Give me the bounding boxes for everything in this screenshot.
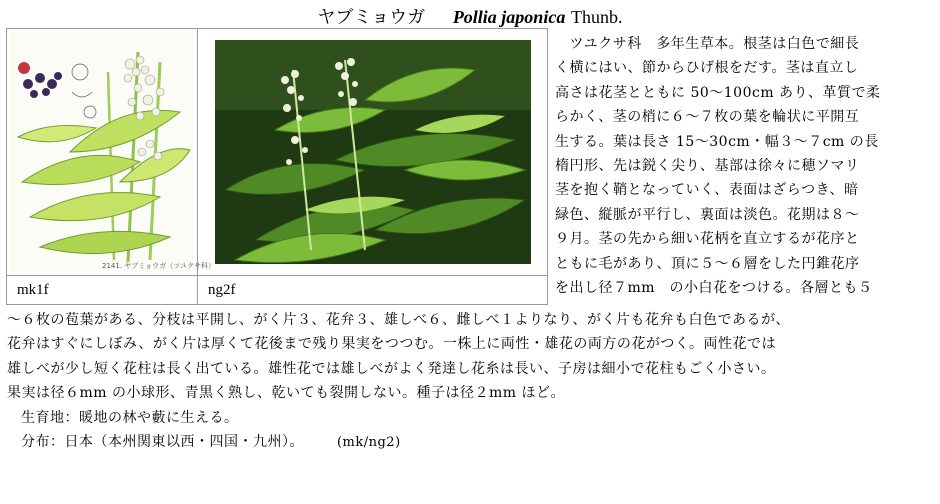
text-line: 楕円形、先は鋭く尖り、基部は徐々に穂ソマリ (555, 158, 860, 175)
text-line: 花弁はすぐにしぼみ、がく片は厚くて花後まで残り果実をつつむ。一株上に両性・雄花の両方の花がつく。両性花では (7, 336, 777, 353)
description-right-column (555, 32, 935, 300)
text-line: 緑色、縦脈が平行し、裏面は淡色。花期は８～ (555, 206, 860, 223)
text-line: ツユクサ科 多年生草本。根茎は白色で細長 (555, 36, 860, 52)
text-line: ～６枚の苞葉がある、分枝は平開し、がく片３、花弁３、雄しべ６、雌しべ１よりなり、がく片も花弁も白色であるが、 (7, 312, 790, 328)
distribution-line (7, 430, 935, 455)
plant-photo (215, 40, 531, 264)
text-line: 果実は径６mm の小球形、青黒く熟し、乾いても裂開しない。種子は径２mm ほど。 (7, 385, 565, 402)
caption-illustration: mk1f (7, 276, 198, 305)
japanese-name: ヤブミョウガ (317, 7, 426, 28)
illustration-print-caption: 2141. ヤブミョウガ（ツユクサ科） (102, 262, 215, 270)
text-line: 生する。葉は長さ 15～30cm・幅３～７cm の長 (555, 133, 879, 150)
text-line: 高さは花茎とともに 50～100cm あり、革質で柔 (555, 84, 881, 101)
page-title (0, 4, 940, 31)
text-line: 茎を抱く鞘となっていく、表面はざらつき、暗 (555, 182, 859, 199)
figure-cell-photo (198, 29, 548, 276)
text-line: く横にはい、節からひげ根をだす。茎は直立し (555, 60, 859, 77)
distribution-text: 分布：日本（本州関東以西・四国・九州）。 (21, 434, 304, 451)
text-line: ９月。茎の先から細い花柄を直立するが花序と (555, 231, 860, 248)
figure-cell-illustration (7, 29, 215, 276)
botanical-illustration (10, 32, 215, 272)
figure-table (6, 28, 548, 305)
text-line: らかく、茎の梢に６～７枚の葉を輪状に平開互 (555, 109, 860, 126)
caption-photo: ng2f (198, 276, 548, 305)
author-name: Thunb. (571, 7, 623, 27)
habitat-line: 生育地：暖地の林や藪に生える。 (21, 409, 239, 426)
credit-text: (mk/ng2) (336, 435, 401, 451)
text-line: ともに毛があり、頂に５～６層をした円錐花序 (555, 255, 860, 272)
text-line: 雄しべが少し短く花柱は長く出ている。雄性花では雄しべがよく発達し花糸は長い、子房は細小で花柱もごく小さい。 (7, 360, 776, 377)
text-line: を出し径７mm の小白花をつける。各層とも５ (555, 280, 873, 297)
latin-name: Pollia japonica (452, 7, 566, 27)
description-full-width (7, 308, 935, 455)
